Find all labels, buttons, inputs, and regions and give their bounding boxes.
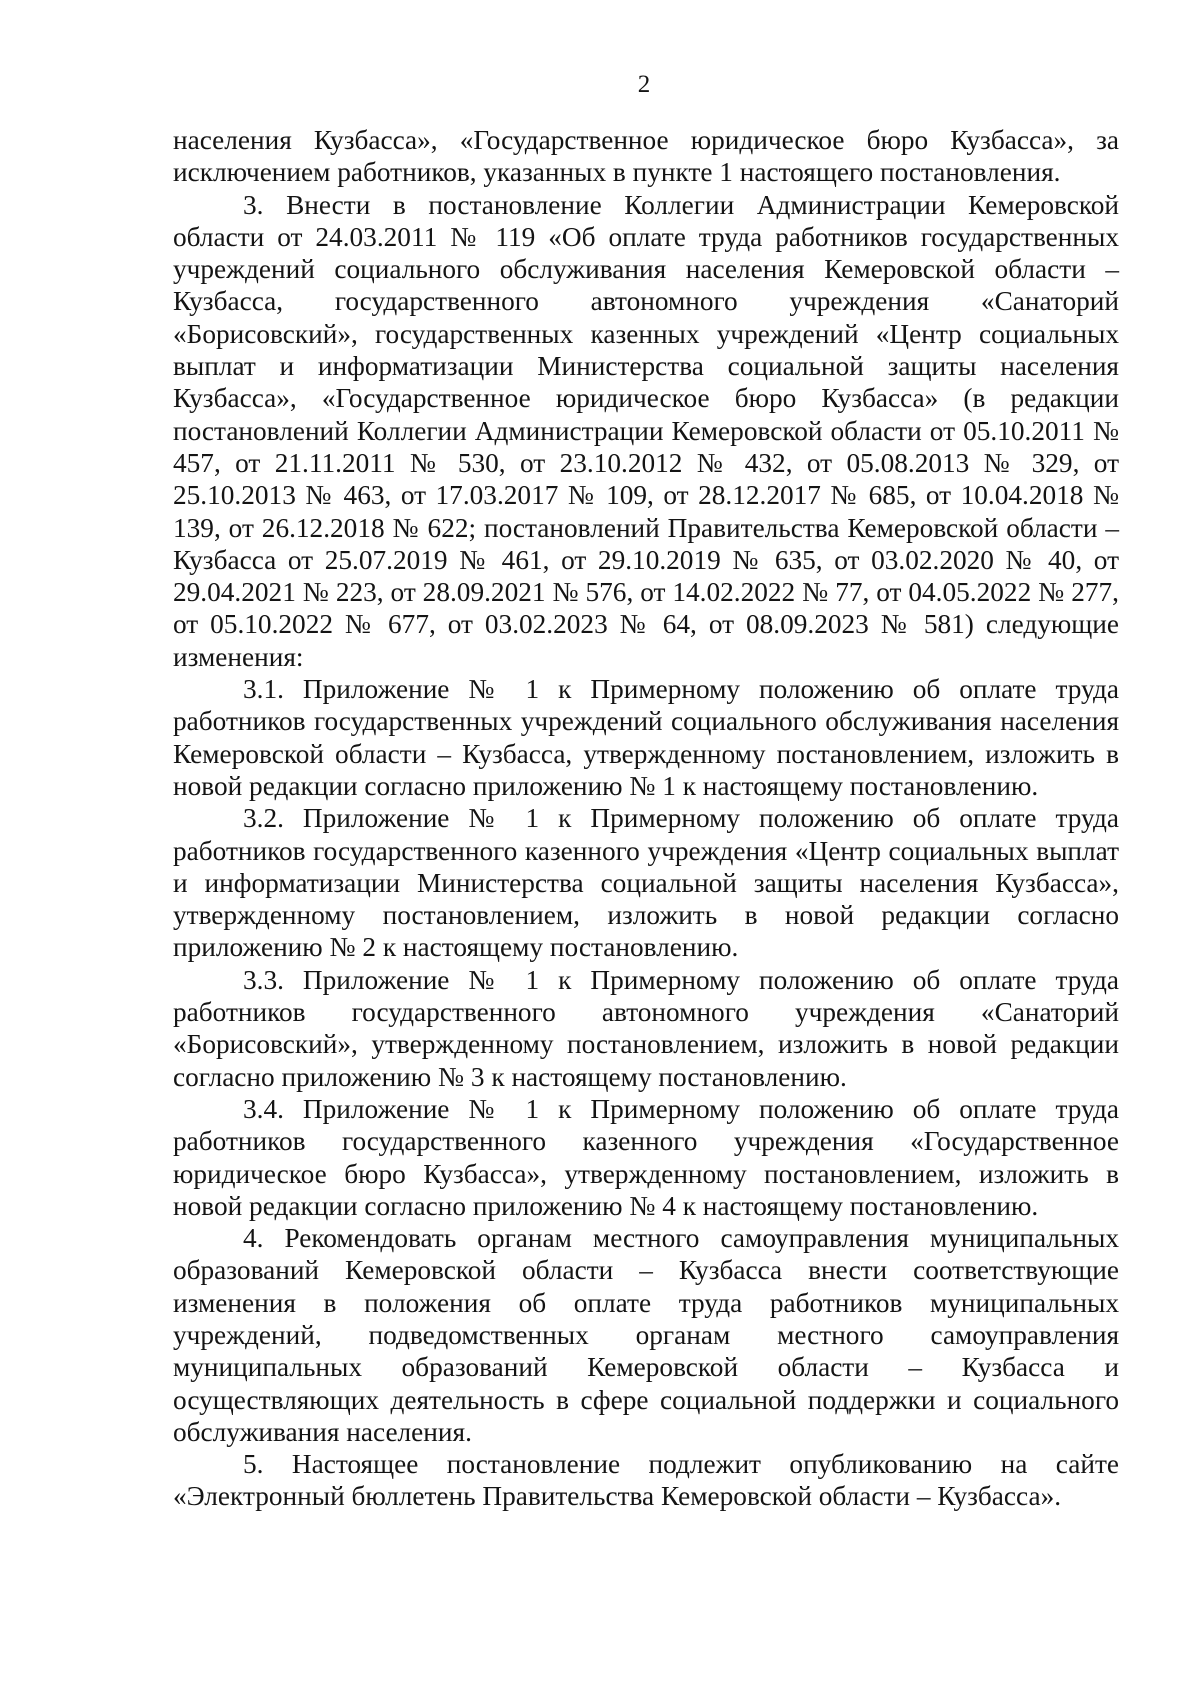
paragraph-item-3-4: 3.4. Приложение № 1 к Примерному положению об оплате труда работников государственного казенного учреждения «Государственное юридическое бюро Кузбасса», утвержденному постановлением, изложить в новой редакции согласно приложению № 4 к настоящему постановлению. bbox=[173, 1093, 1119, 1221]
paragraph-item-5: 5. Настоящее постановление подлежит опубликованию на сайте «Электронный бюллетень Правительства Кемеровской области – Кузбасса». bbox=[173, 1449, 1119, 1512]
paragraph-item-3-1: 3.1. Приложение № 1 к Примерному положению об оплате труда работников государственных учреждений социального обслуживания населения Кемеровской области – Кузбасса, утвержденному постановлением, изложить в новой редакции согласно приложению № 1 к настоящему постановлению. bbox=[173, 674, 1119, 801]
paragraph-item-3-3: 3.3. Приложение № 1 к Примерному положению об оплате труда работников государственного автономного учреждения «Санаторий «Борисовский», утвержденному постановлением, изложить в новой редакции согласно приложению № 3 к настоящему постановлению. bbox=[173, 964, 1119, 1092]
paragraph-item-4: 4. Рекомендовать органам местного самоуправления муниципальных образований Кемеровской области – Кузбасса внести соответствующие изменения в положения об оплате труда работников муниципальных учреждений, подведомственных органам местного самоуправления муниципальных образований Кемеровской области – Кузбасса и осуществляющих деятельность в сфере социальной поддержки и социального обслуживания населения. bbox=[173, 1223, 1119, 1447]
paragraph-item-3: 3. Внести в постановление Коллегии Администрации Кемеровской области от 24.03.2011 № 119 «Об оплате труда работников государственных учреждений социального обслуживания населения Кемеровской области – Кузбасса, государственного автономного учреждения «Санаторий «Борисовский», государственных казенных учреждений «Центр социальных выплат и информатизации Министерства социальной защиты населения Кузбасса», «Государственное юридическое бюро Кузбасса» (в редакции постановлений Коллегии Администрации Кемеровской области от 05.10.2011 № 457, от 21.11.2011 № 530, от 23.10.2012 № 432, от 05.08.2013 № 329, от 25.10.2013 № 463, от 17.03.2017 № 109, от 28.12.2017 № 685, от 10.04.2018 № 139, от 26.12.2018 № 622; постановлений Правительства Кемеровской области – Кузбасса от 25.07.2019 № 461, от 29.10.2019 № 635, от 03.02.2020 № 40, от 29.04.2021 № 223, от 28.09.2021 № 576, от 14.02.2022 № 77, от 04.05.2022 № 277, от 05.10.2022 № 677, от 03.02.2023 № 64, от 08.09.2023 № 581) следующие изменения: bbox=[173, 189, 1119, 672]
page-number: 2 bbox=[637, 71, 651, 98]
paragraph-continuation: населения Кузбасса», «Государственное юридическое бюро Кузбасса», за исключением работников, указанных в пункте 1 настоящего постановления. bbox=[173, 125, 1119, 188]
document-body bbox=[173, 124, 1119, 1513]
paragraph-item-3-2: 3.2. Приложение № 1 к Примерному положению об оплате труда работников государственного казенного учреждения «Центр социальных выплат и информатизации Министерства социальной защиты населения Кузбасса», утвержденному постановлением, изложить в новой редакции согласно приложению № 2 к настоящему постановлению. bbox=[173, 803, 1119, 963]
